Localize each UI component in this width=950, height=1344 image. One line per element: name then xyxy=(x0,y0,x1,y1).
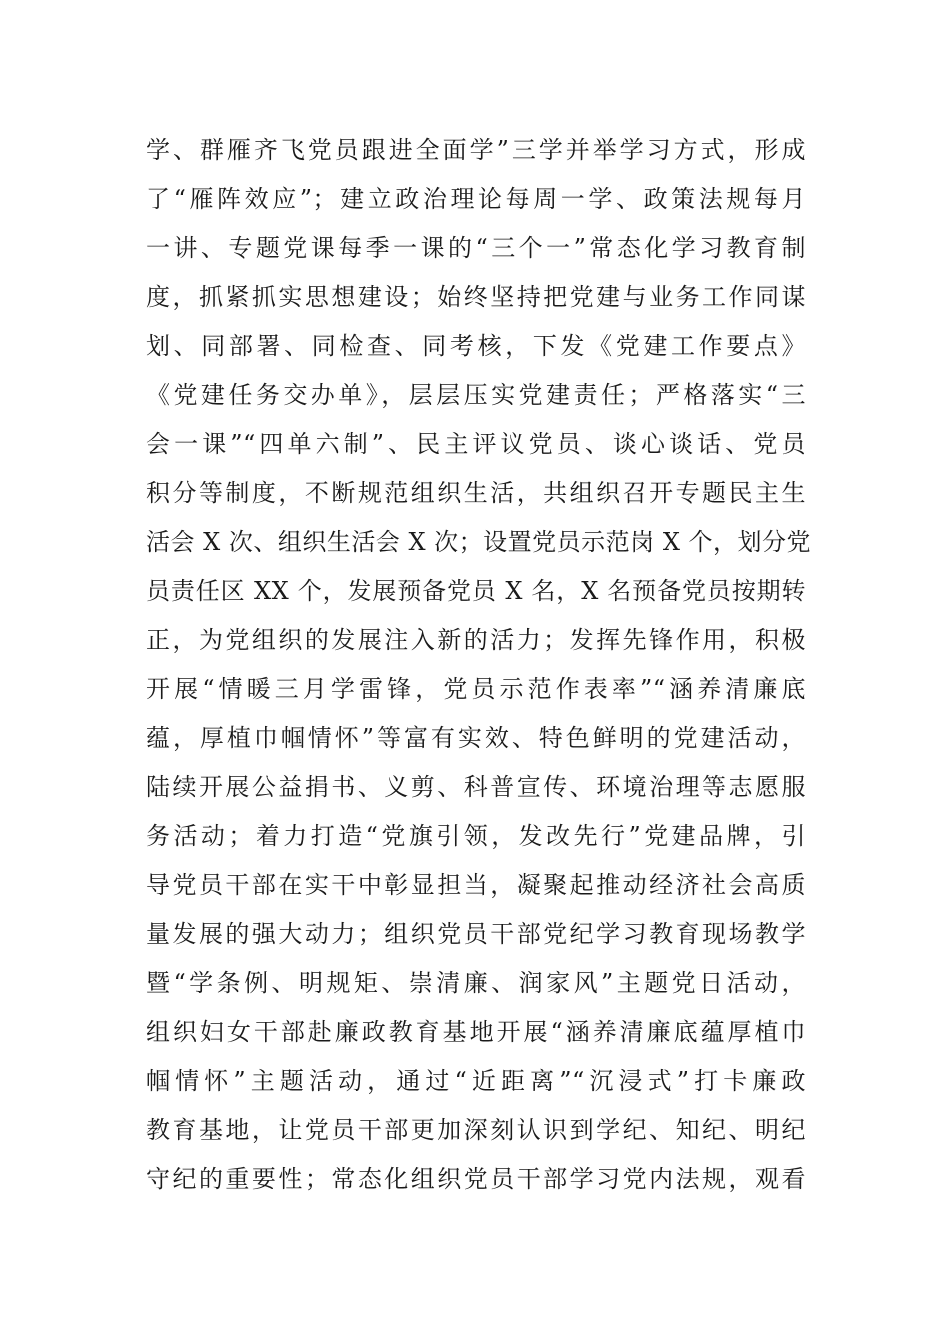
text-line: 陆续开展公益捐书、义剪、科普宣传、环境治理等志愿服 xyxy=(146,773,806,801)
text-line: 量发展的强大动力；组织党员干部党纪学习教育现场教学 xyxy=(146,920,806,948)
body-paragraph xyxy=(146,126,812,1204)
text-line: 蕴，厚植巾帼情怀”等富有实效、特色鲜明的党建活动， xyxy=(146,724,806,752)
text-line: 组织妇女干部赴廉政教育基地开展“涵养清廉底蕴厚植巾 xyxy=(146,1018,806,1046)
text-line: 守纪的重要性；常态化组织党员干部学习党内法规，观看 xyxy=(146,1165,806,1193)
text-line: 开展“情暖三月学雷锋，党员示范作表率”“涵养清廉底 xyxy=(146,675,806,703)
text-line: 了“雁阵效应”；建立政治理论每周一学、政策法规每月 xyxy=(146,185,806,213)
text-line: 会一课”“四单六制”、民主评议党员、谈心谈话、党员 xyxy=(146,430,806,458)
text-line: 《党建任务交办单》，层层压实党建责任；严格落实“三 xyxy=(146,381,806,409)
text-line: 务活动；着力打造“党旗引领，发改先行”党建品牌，引 xyxy=(146,822,806,850)
text-line: 度，抓紧抓实思想建设；始终坚持把党建与业务工作同谋 xyxy=(146,283,806,311)
text-line: 暨“学条例、明规矩、崇清廉、润家风”主题党日活动， xyxy=(146,969,806,997)
text-line: 一讲、专题党课每季一课的“三个一”常态化学习教育制 xyxy=(146,234,806,262)
text-line: 划、同部署、同检查、同考核，下发《党建工作要点》 xyxy=(146,332,806,360)
text-line: 积分等制度，不断规范组织生活，共组织召开专题民主生 xyxy=(146,479,806,507)
text-line: 帼情怀”主题活动，通过“近距离”“沉浸式”打卡廉政 xyxy=(146,1067,806,1095)
text-line: 导党员干部在实干中彰显担当，凝聚起推动经济社会高质 xyxy=(146,871,806,899)
text-line: 活会 X 次、组织生活会 X 次；设置党员示范岗 X 个，划分党 xyxy=(146,528,812,556)
text-line: 正，为党组织的发展注入新的活力；发挥先锋作用，积极 xyxy=(146,626,806,654)
text-line: 学、群雁齐飞党员跟进全面学”三学并举学习方式，形成 xyxy=(146,136,806,164)
text-line: 教育基地，让党员干部更加深刻认识到学纪、知纪、明纪 xyxy=(146,1116,806,1144)
text-line: 员责任区 XX 个，发展预备党员 X 名，X 名预备党员按期转 xyxy=(146,577,806,605)
